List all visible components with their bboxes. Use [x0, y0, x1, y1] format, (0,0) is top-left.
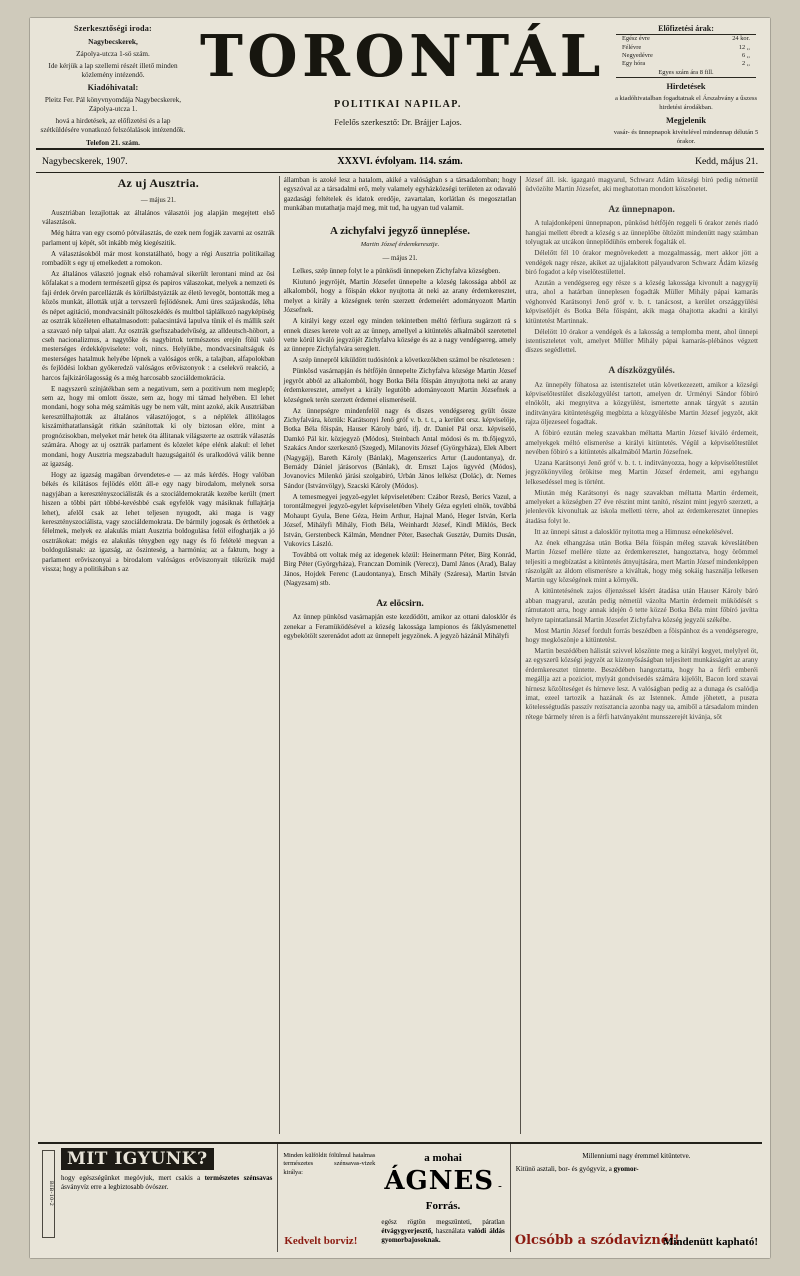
ad-desc-part-1: egész rögtön megszünteti, páratlan [381, 1218, 505, 1226]
ad-award-text: Millenniumi nagy éremmel kitüntetve. [582, 1152, 691, 1160]
article-3-paragraph: Itt az ünnepi sátust a dalosklör nyitotta meg a Himnusz eénekelésével. [534, 527, 734, 536]
ad-price-slogan: Olcsóbb a szódaviznél! [514, 1233, 680, 1248]
ad-usage-text [516, 1165, 757, 1174]
issue-volume-number: XXXVI. évfolyam. 114. szám. [337, 155, 463, 167]
masthead-right-info [610, 24, 762, 146]
ad-title: MIT IGYUNK? [61, 1148, 214, 1170]
price-row: Negyedévre 6 ,, [622, 52, 750, 60]
ad-usage-bold: gyomor- [613, 1165, 639, 1174]
advertising-note: a kiadóhivatalban fogadtatnak el Árszabvány a űszess hirdetési árodákban. [614, 94, 758, 111]
column-1 [38, 176, 279, 1134]
article-3-paragraph: A tulajdonképeni ünnepnapon, pünkösd hétfőjén reggeli 6 órakor zenés riadó hangjai mellett ébredt a község s az ünneplőbe öltözött mindenütt nagy számban tolyugtak az utcákon ünneplődühös emberek fogalták el. [525, 219, 759, 247]
publisher-office-name: Pleitz Fer. Pál könyvnyomdája Nagybecskerek, Zápolya-utcza 1. [44, 95, 182, 113]
responsible-editor: Felelős szerkesztő: Dr. Brájjer Lajos. [334, 117, 462, 127]
article-3-paragraph: Délelőtt fél 10 órakor megnövekedett a mozgalmasság, mert akkor jött a vendégek nagy része, akiket az ujjalakított pályaudvaron Schwarz Ádám község biró fogadot a kép viselőtestülettel. [525, 249, 759, 277]
article-1-paragraph: Még hátra van egy csomó pótválasztás, de ezek nem fogják zavarni az osztrák parlament uj képét, sőt inkább még kiegészitik. [42, 229, 275, 247]
article-3-paragraph: A kitüntetésének zajos éljenzéssel kísért átadása után Hauser Károly báró abban magyarul, azután pedig németül vázolta Martin érdemeit müködését s rámutatott arra, hogy annak idején ő tette közzé Botka Béla mint főbíró javítta helyre tapintatlansál Martin Józsefet Zichyfalva község jegyzöi székébe. [525, 587, 759, 624]
article-2-dateline: — május 21. [382, 255, 418, 263]
article-3-subheadline: A díszközgyülés. [608, 365, 675, 376]
price-row: Egyes szám ára 8 fill. [658, 68, 714, 76]
divider [616, 77, 756, 78]
publishing-note: vasár- és ünnepnapok kivételével mindennap délután 5 órakor. [613, 129, 759, 145]
ad-desc-part-2: használata [435, 1227, 465, 1236]
article-3-paragraph: Martin beszédében hálistát szivvel köszönte meg a királyi kegyet, melylyel öt, az egyszerű községi jegyzöt az kizonyősáságban teljesített munkásságért az arany érdemkeresztet tüntette. Beszédében hangoztatta, hogy ha a férfi emberéi megállja azt a poziciot, mylyát gondvisedés számára kijelölt, Bacon lord szavai hírnesz kőzölteséget és hírneve lesz. A valóságban pedig az a dunaga és csalódja imat, ezeel tartozik a hazának és az Istennek. Ámde jöhetett, a puszta kötelességtudás passzív rezisztancia azonba nagy ua, amiből a társadalom minden rétege bármely téren is a férfi hatványaként munsszerejét kivánja, sőt [525, 646, 759, 721]
article-2-paragraph: Lelkes, szép ünnep folyt le a pünkösdi ünnepeken Zichyfalva községben. [292, 267, 501, 276]
advertisement-mit-igyunk[interactable] [38, 1144, 278, 1252]
article-1-paragraph: A választásokból már most konstatálható, hogy a régi Ausztria politikailag rombadölt s egy uj emelkedett a romokon. [42, 249, 275, 268]
publishing-heading: Megjelenik [665, 116, 706, 126]
article-2-continuation: József áll. isk. igazgató magyarul, Schwarz Adám községi biró pedig németül üdvözölte Martin Józsefet, aki meghatottan mondott köszönetet. [525, 176, 759, 194]
ad-desc-bold: étvágygyerjesztő, [381, 1227, 433, 1236]
article-2-paragraph: Kiutunó jegyröjét, Martin Józsefet ünnepelte a község lakossága abból az alkalomból, hogy a főispán ekkor nyujtotta át neki az arany érdemkeresztet, melyet a király a községnek terén szerzett érdemeiért adományozott Martin Józsefnek. [283, 278, 517, 315]
article-3-paragraph: Miután még Karátsonyi és nagy szavakban méltatta Martin érdemeit, amelyeket a községben 27 éve részint mint tanító, részint mint jegyrö szerzett, a jelenlevök kivonultak az iskola melletti térre, ahol az érdemkeresztet ünnepies átadása folyt le. [525, 488, 759, 525]
article-1-dateline: — május 21. [140, 196, 176, 204]
telephone-number: Telefon 21. szám. [86, 137, 140, 147]
ad-text-part-1: hogy egészségünket megóvjuk, mert csakis a [61, 1174, 201, 1182]
advertising-heading: Hirdetések [666, 82, 706, 92]
article-2-paragraph: Továbbá ott voltak még az idegenek közül: Heinermann Péter, Birg Konrád, Birg Péter (Györgyháza), Franczan Dominik (Verecz), Daml János (Arad), Balay János, Hojdek Ferenc (Laudontanya), Ensch Mihály (Száresa), Martin István (Nagyzsam) stb. [283, 550, 517, 588]
article-1-paragraph: Hogy az igazság magában örvendetes-e — az más kérdés. Hogy valóban békés és kilátásos fejlödés elött áll-e egy nagy birodalom, melynek sorsa nagyjában a keresztényszociálisták és a szociáldemokraták kezébe került (mert hiszen a többi párt többé-kevésbbé csak egyfelök vagy másiknak fullajtárja lehet), afelől csak az lehet teljesen nyugodt, aki maga is vagy keresztényszociálista, vagy szociáldemokrata. De bármily jogosak és érthetöek a félelmek, melyek ez alakulás miatt Ausztria boldogulása felöl eifoghatják a jó osztrákokat: mégis ez alakulás ténygben egy nagy és fö felételé megvan a boldogulásnak: az igazság, az öszinteség, a harmónia; az a faktum, hogy a parlament erőviszonyai a birodalom valóságos erőviszonyait tükrözik majd vissza; hogy a politikában s az [42, 470, 275, 574]
price-row: Egy hóra 2 ,, [622, 60, 750, 68]
article-3-paragraph: Az ének elhangzása után Botka Béla föispán méleg szavak kéveslátében Martin József mellére tüzte az érdemkeresztet, hangoztatva, hogy örömmel teljesiti a megbízatást a kitüntetés átnyujtására, mert Martin József mindenképpen rászolgált az áldom elismerésre a kiváltak, hogy még sokáig használja lelkesen Martin ugy községének mint a környék. [525, 538, 759, 585]
ad-brand-name: ÁGNES [384, 1166, 495, 1196]
ad-brand-prefix: a mohai [424, 1152, 462, 1164]
newspaper-sheet [30, 18, 770, 1258]
editorial-office-city: Nagybecskerek, [88, 37, 138, 47]
masthead-center [200, 20, 605, 127]
article-2-paragraph: A temesmegyei jegyzö-egylet képviseletében: Czábor Rezsö, Berics Vazul, a torontálmegyei jegyzö-egylet képviseletében Vihely Géza egyleti elnök, továbbá Mohaupt Gyula, Bene Géza, Heim Arthur, Hajnal Manó, Heger István, Kerla József, Mihályfi Mihály, Fioth Béla, Weinhardt József, Kindl Miklós, Beck István, Gerstenbeck Kálmán, Mendner Péter, Basechak Gusztáv, Dumits Dusán, Vukovics László. [283, 492, 517, 548]
article-2-paragraph: Az ünnepségre mindenfelöl nagy és diszes vendégsereg gyült össze Zichyfalvára, köztük: Karátsonyi Jenő gróf v. b. t. t., a kerület orsz. képviselöje, Botka Béla főispán, Hauser Károly báró, ifj. dr. Daniel Pál orsz. képviselö, Damkó Pál kir. közjegyzö (Módos), Steinbach Antal módosi és m. tb.főjegyzö, Szakács Andor szerkesztö (Szeged), Milanovits József (Györgyháza), Elek Albert (Nagygáj), Bareth Károly (Bánlak), Magenszerics Artur (Laudontanya), dr. Bernády Dániel járásorvos (Bánlak), dr. Ernszt Lajos ügyvéd (Módos), Jovanovics Milenkó járási szolgabiró, Urbán János lelkész (Dolác), dr. Nemes Sándor (Istvánvölgy), Szacski Károly (Módos). [283, 406, 517, 490]
subscription-prices [610, 35, 762, 77]
article-3-paragraph: Azután a vendégsereg egy része s a község lakossága kivonult a nagygyüj utra, ahol a határban ünneplesen fogadták Müller Mihály pápai kamarás véghonvéd Karátsonyi Jenő gróf v. b. t. tanácsost, a kerület országgyülési képviselőjét és Botka Béla főispánt, akik maga óhajtotta akadni a királyi kitüntetést Martinnak. [525, 279, 759, 325]
ad-brand-suffix: -Forrás. [425, 1180, 502, 1212]
issue-date: Kedd, május 21. [695, 155, 758, 167]
article-2-paragraph: Az ünnep pünkösd vasárnapján este kezdödött, amikor az ottani dalosklör és zenekar a Feramüködésével a község lakossága lampionos és fáklyásmenettel egybekötölt szerenádot adott az ünnepelt jegyzönek. A jegyzö házánál Mihályfi [283, 613, 517, 640]
issue-bar [36, 148, 764, 173]
column-2 [279, 176, 522, 1134]
article-1-paragraph: E nagyszerü színjátékban sem a negativum, sem a pozitivum nem meglepő; sem az, hogy mi omlott össze, sem az, hogy mi támad helyében. El lehet mondani, hogy soha még számítás ugy be nem vált, mint azoké, akik Ausztriában keresztülhajtották az általános választójogot, s a néplélek állitólagos kiszámithatatlanságát ritkán szánítottak ki oly biztosan elöre, mint a prognózisokban, melyeket már hetek óta állitanak világszerte az osztrák választás számára. Ahogy az uj osztrák parlament és közelet képe elénk alakul: el lehet mondani, hogy Ausztria megszabadult hazugságaitól és uralkodóvá válik benne az igazság. [42, 384, 275, 468]
article-3-headline: Az ünnepnapon. [608, 204, 675, 215]
advertisement-strip [38, 1142, 762, 1252]
newspaper-subtitle: POLITIKAI NAPILAP. [334, 99, 462, 110]
advertisement-agnes-forras[interactable] [278, 1144, 510, 1252]
ad-desc-bold-2: valódi áldás gyomorbajosoknak. [381, 1227, 505, 1245]
ad-description [381, 1218, 504, 1245]
ad-intro-text: Minden külföldit fölülmul hatalmas természetes szénsavas-vizek királya: [283, 1152, 376, 1176]
article-2-headline: A zichyfalvi jegyző ünneplése. [330, 224, 470, 237]
editorial-office-heading: Szerkesztőségi iroda: [74, 24, 152, 33]
article-1-headline: Az uj Ausztria. [117, 176, 200, 190]
advertisement-right-panel[interactable] [511, 1144, 762, 1252]
article-columns [38, 176, 762, 1134]
ad-text-part-2: ásványvíz erre a legbiztosabb óvószer. [61, 1183, 169, 1192]
ad-slogan-red: Kedvelt borviz! [284, 1235, 358, 1247]
article-1-paragraph: Az általános választó jognak elsö rohamával sikerült lerontani mind az ősi kőfalakat s a modern természetű gipsz és papiros válaszokat, melyek a nemzeti és faji érdek örvén parcellázták és körülbástyázták az életö levegöt, bontották meg a közös munkát, állották utját a tervszerű fejlödésnek. Ami üres szájaskodás, léha és népet agitáció, mondvacsinált pöltoszkédés és multbol táplálkozó nagyképüség az osztrák közéleten elhatalmasodott: palacsintává lapulva tünik el és mállik szét a szavazó nép talpai alatt. Az osztrák gseftszabadelvűség, az alldeutsch-höbort, a cseh nacionalizmus, a nagytőke és nagybirtok természetes erején fölül való mesterséges érdekképviselete: volt, nincs. Helyükbe, mondvacsinaltságuk és mesterséges hatalmuk helyébe lépnek a valóságos erők, a talajban, alfapolokban és fejlödési lokban gyökeredzö valóságos erőviszonyok : a cselekvö reakció, a harcos fajkizárólagosság és a még harcosabb szociáldemokrácia. [42, 270, 275, 382]
publisher-office-heading: Kiadóhivatal: [87, 82, 139, 92]
article-1-paragraph: Ausztriában lezajlottak az általános választói jog alapján megejtett első választások. [42, 208, 275, 227]
editorial-office-street: Zápolya-utcza 1-sö szám. [76, 49, 150, 58]
editorial-office-note: Ide kérjük a lap szellemi részét illető minden közlemény intézendő. [48, 61, 178, 79]
price-row: Félévre 12 ,, [622, 43, 750, 51]
ad-text-bold: természetes szénsavas [204, 1174, 273, 1182]
publisher-office-note: hová a hirdetések, az előfizetési és a lap szétküldésére vonatkozó felszólalások intézendők. [40, 116, 186, 134]
article-2-paragraph: A királyi kegy ezzel egy minden tekintetben méltó férfiura sugárzott rá s ennek dizses kerete volt az az ünnep, amellyel a kitüntelés alkalmából szeretettel vette körül kiváló jegyzöjét Zichyfalva községe és az a nagy vendégsereg, amely az ünnepre Zichyfalvára sereglett. [283, 317, 517, 354]
subscription-heading: Előfizetési árak: [658, 24, 714, 33]
article-2-subheadline: Az elöcsirn. [376, 598, 424, 609]
ad-usage-part-1: Kitünö asztali, bor- és gyógyviz, a [515, 1165, 612, 1174]
price-row: Egész évre 24 kor. [622, 35, 750, 43]
article-3-paragraph: A föbiró ezután meleg szavakban méltatta Martin József kiváló érdemeit, amelyekgek méltó elismerése a királyi kitüntetés. Végül a képviselőtestület nevében föbiró s a kitüntetés alkalmából Martin Józsefnek. [525, 429, 759, 456]
article-3-paragraph: Délelött 10 órakor a vendégek és a lakosság a templomba ment, ahol ünnepi istentiszteletet volt, amelyet Müller Mihály pápai kamarás-plébános végzett díszes segédlettel. [525, 327, 759, 355]
article-2-byline: Martin József érdemkeresztje. [360, 241, 440, 249]
ad-availability-note: Mindenütt kapható! [662, 1236, 758, 1248]
article-2-paragraph: A szép ünnepröl kiküldött tudósitónk a következökben számol be részletesen : [292, 356, 515, 365]
article-3-paragraph: Az ünnepély föhatosa az istentisztelet után következezett, amikor a községi képviselőtestület diszközgyülést tartott, amelyen dr. Urményi Sándor föbiró elnökölt, aki megnyitva a közgyülést, ismertette annak tárgyát s azután indítványára kitüntetésgéig megbízta a közgyülésbe Martin József jegyzöt, akit rajza öljezeseel fogadtak. [525, 380, 759, 427]
article-1-continuation: államban is azoké lesz a hatalom, akiké a valóságban s a társadalomban; hogy egyszóval az a társadalmi erő, mely valamely egyházközségi területen az odavaló gazdasági feltételek és idatok eredője, zavartalan, korlátlan és megosztatlan munkában mutathatja majd meg, mit tud, ha ugyan tud valamit. [283, 176, 517, 213]
masthead [30, 18, 770, 146]
newspaper-title: TORONTÁL [200, 23, 605, 90]
ad-side-code: BIB-10-2 [42, 1150, 55, 1238]
article-2-paragraph: Pünkösd vasárnapján és hétfőjén ünnepelte Zichyfalva községe Martin József jegyröt abból az alkalomból, hogy Botka Béla főispán átnyujtotta neki az arany érdemkeresztet, amelyet a király legutóbb adományozott Martin Józsefnek a községnek terén szerzett érdemei elismeréseül. [283, 367, 517, 404]
article-3-paragraph: Most Martin József fordult forrás beszédben a föispánhoz és a vendégseregre, hogy megköszönje a kitüntetést. [525, 626, 759, 644]
column-3 [521, 176, 762, 1134]
masthead-left-info [38, 24, 188, 150]
ad-body [61, 1174, 272, 1192]
article-3-paragraph: Uzana Karátsonyi Jenő gróf v. b. t. t. inditványozza, hogy a képviselőtestület jegyzökönyvileg örökitse meg Martin József érdemeit, ami egyhangu lelkesedéssel meg is történt. [525, 458, 759, 486]
issue-place-year: Nagybecskerek, 1907. [42, 155, 128, 167]
